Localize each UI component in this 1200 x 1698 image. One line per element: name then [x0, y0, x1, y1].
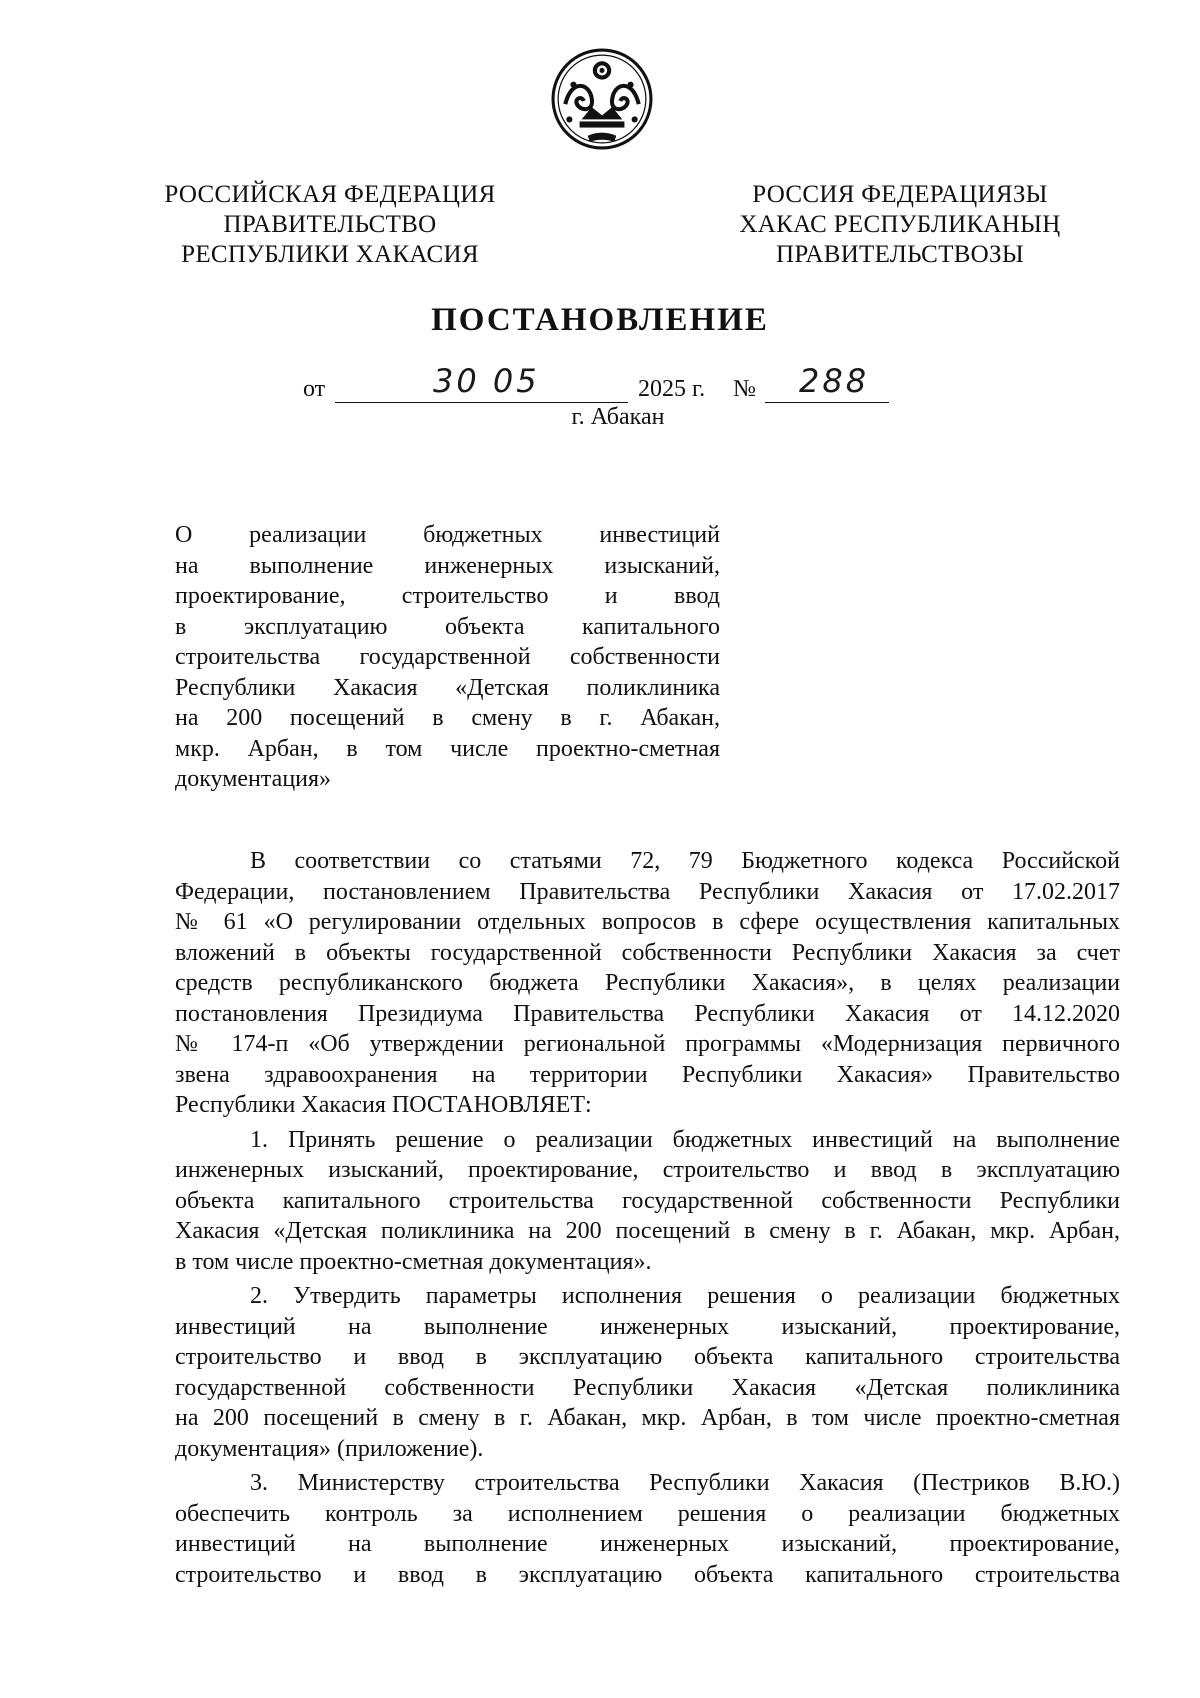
number-label: № [733, 376, 756, 402]
body-line: 2. Утвердить параметры исполнения решения о реализации бюджетных [250, 1283, 1120, 1309]
header-right-line: РОССИЯ ФЕДЕРАЦИЯЗЫ [752, 181, 1048, 208]
body-line: в том числе проектно-сметная документация». [175, 1248, 652, 1275]
body-line: № 61 «О регулировании отдельных вопросов в сфере осуществления капитальных [175, 909, 1120, 935]
body-line: инвестиций на выполнение инженерных изысканий, проектирование, [175, 1313, 1120, 1340]
body-line: строительство и ввод в эксплуатацию объекта капитального строительства [175, 1344, 1120, 1370]
date-prefix: от [303, 376, 326, 402]
body-line: звена здравоохранения на территории Республики Хакасия» Правительство [175, 1061, 1120, 1088]
city-name: г. Абакан [571, 404, 665, 430]
body-line: № 174-п «Об утверждении региональной программы «Модернизация первичного [175, 1031, 1120, 1057]
document-title: ПОСТАНОВЛЕНИЕ [431, 302, 769, 338]
body-line: строительство и ввод в эксплуатацию объекта капитального строительства [175, 1561, 1120, 1588]
header-left-block [130, 180, 530, 270]
subject-line: на выполнение инженерных изысканий, [175, 552, 720, 579]
header-right-line: ХАКАС РЕСПУБЛИКАНЫҢ [739, 211, 1061, 238]
header-left-line: ПРАВИТЕЛЬСТВО [223, 211, 437, 238]
subject-line: строительства государственной собственности [175, 644, 720, 670]
body-line: государственной собственности Республики Хакасия «Детская поликлиника [175, 1374, 1120, 1401]
subject-line: в эксплуатацию объекта капитального [175, 613, 720, 640]
header-left-line: РЕСПУБЛИКИ ХАКАСИЯ [181, 241, 479, 268]
subject-line: на 200 посещений в смену в г. Абакан, [175, 705, 720, 731]
body-paragraph [175, 1125, 1120, 1278]
body-line: инвестиций на выполнение инженерных изысканий, проектирование, [175, 1531, 1120, 1557]
body-line: Федерации, постановлением Правительства Республики Хакасия от 17.02.2017 [175, 878, 1120, 905]
date-field [335, 362, 628, 403]
body-line: В соответствии со статьями 72, 79 Бюджетного кодекса Российской [250, 848, 1120, 874]
coat-of-arms-emblem [551, 48, 653, 150]
subject-line: проектирование, строительство и ввод [175, 583, 720, 609]
subject-line: Республики Хакасия «Детская поликлиника [175, 674, 720, 701]
header-left-line: РОССИЙСКАЯ ФЕДЕРАЦИЯ [164, 181, 496, 208]
header-right-block [700, 180, 1100, 270]
subject-line: мкр. Арбан, в том числе проектно-сметная [175, 735, 720, 762]
body-line: 3. Министерству строительства Республики Хакасия (Пестриков В.Ю.) [250, 1470, 1120, 1496]
body-paragraph [175, 1468, 1120, 1590]
header-right-line: ПРАВИТЕЛЬСТВОЗЫ [776, 241, 1024, 268]
body-line: документация» (приложение). [175, 1435, 484, 1462]
body-line: средств республиканского бюджета Республики Хакасия», в целях реализации [175, 970, 1120, 996]
city-line [0, 404, 1200, 431]
year-label: 2025 г. [638, 376, 706, 402]
body-line: вложений в объекты государственной собственности Республики Хакасия за счет [175, 939, 1120, 966]
subject-line: О реализации бюджетных инвестиций [175, 522, 720, 548]
body-line: инженерных изысканий, проектирование, строительство и ввод в эксплуатацию [175, 1157, 1120, 1183]
handwritten-date: 30 05 [433, 362, 540, 400]
subject-block [175, 520, 720, 795]
subject-line: документация» [175, 766, 332, 792]
handwritten-number: 288 [799, 362, 870, 400]
body-line: Республики Хакасия ПОСТАНОВЛЯЕТ: [175, 1092, 592, 1118]
document-body [175, 846, 1120, 1594]
body-line: объекта капитального строительства государственной собственности Республики [175, 1187, 1120, 1214]
body-line: постановления Президиума Правительства Республики Хакасия от 14.12.2020 [175, 1000, 1120, 1027]
number-field [765, 362, 889, 403]
body-line: обеспечить контроль за исполнением решения о реализации бюджетных [175, 1500, 1120, 1527]
body-paragraph [175, 1281, 1120, 1464]
body-line: 1. Принять решение о реализации бюджетных инвестиций на выполнение [250, 1126, 1120, 1153]
body-line: Хакасия «Детская поликлиника на 200 посещений в смену в г. Абакан, мкр. Арбан, [175, 1218, 1120, 1244]
body-line: на 200 посещений в смену в г. Абакан, мкр. Арбан, в том числе проектно-сметная [175, 1405, 1120, 1431]
body-paragraph [175, 846, 1120, 1121]
